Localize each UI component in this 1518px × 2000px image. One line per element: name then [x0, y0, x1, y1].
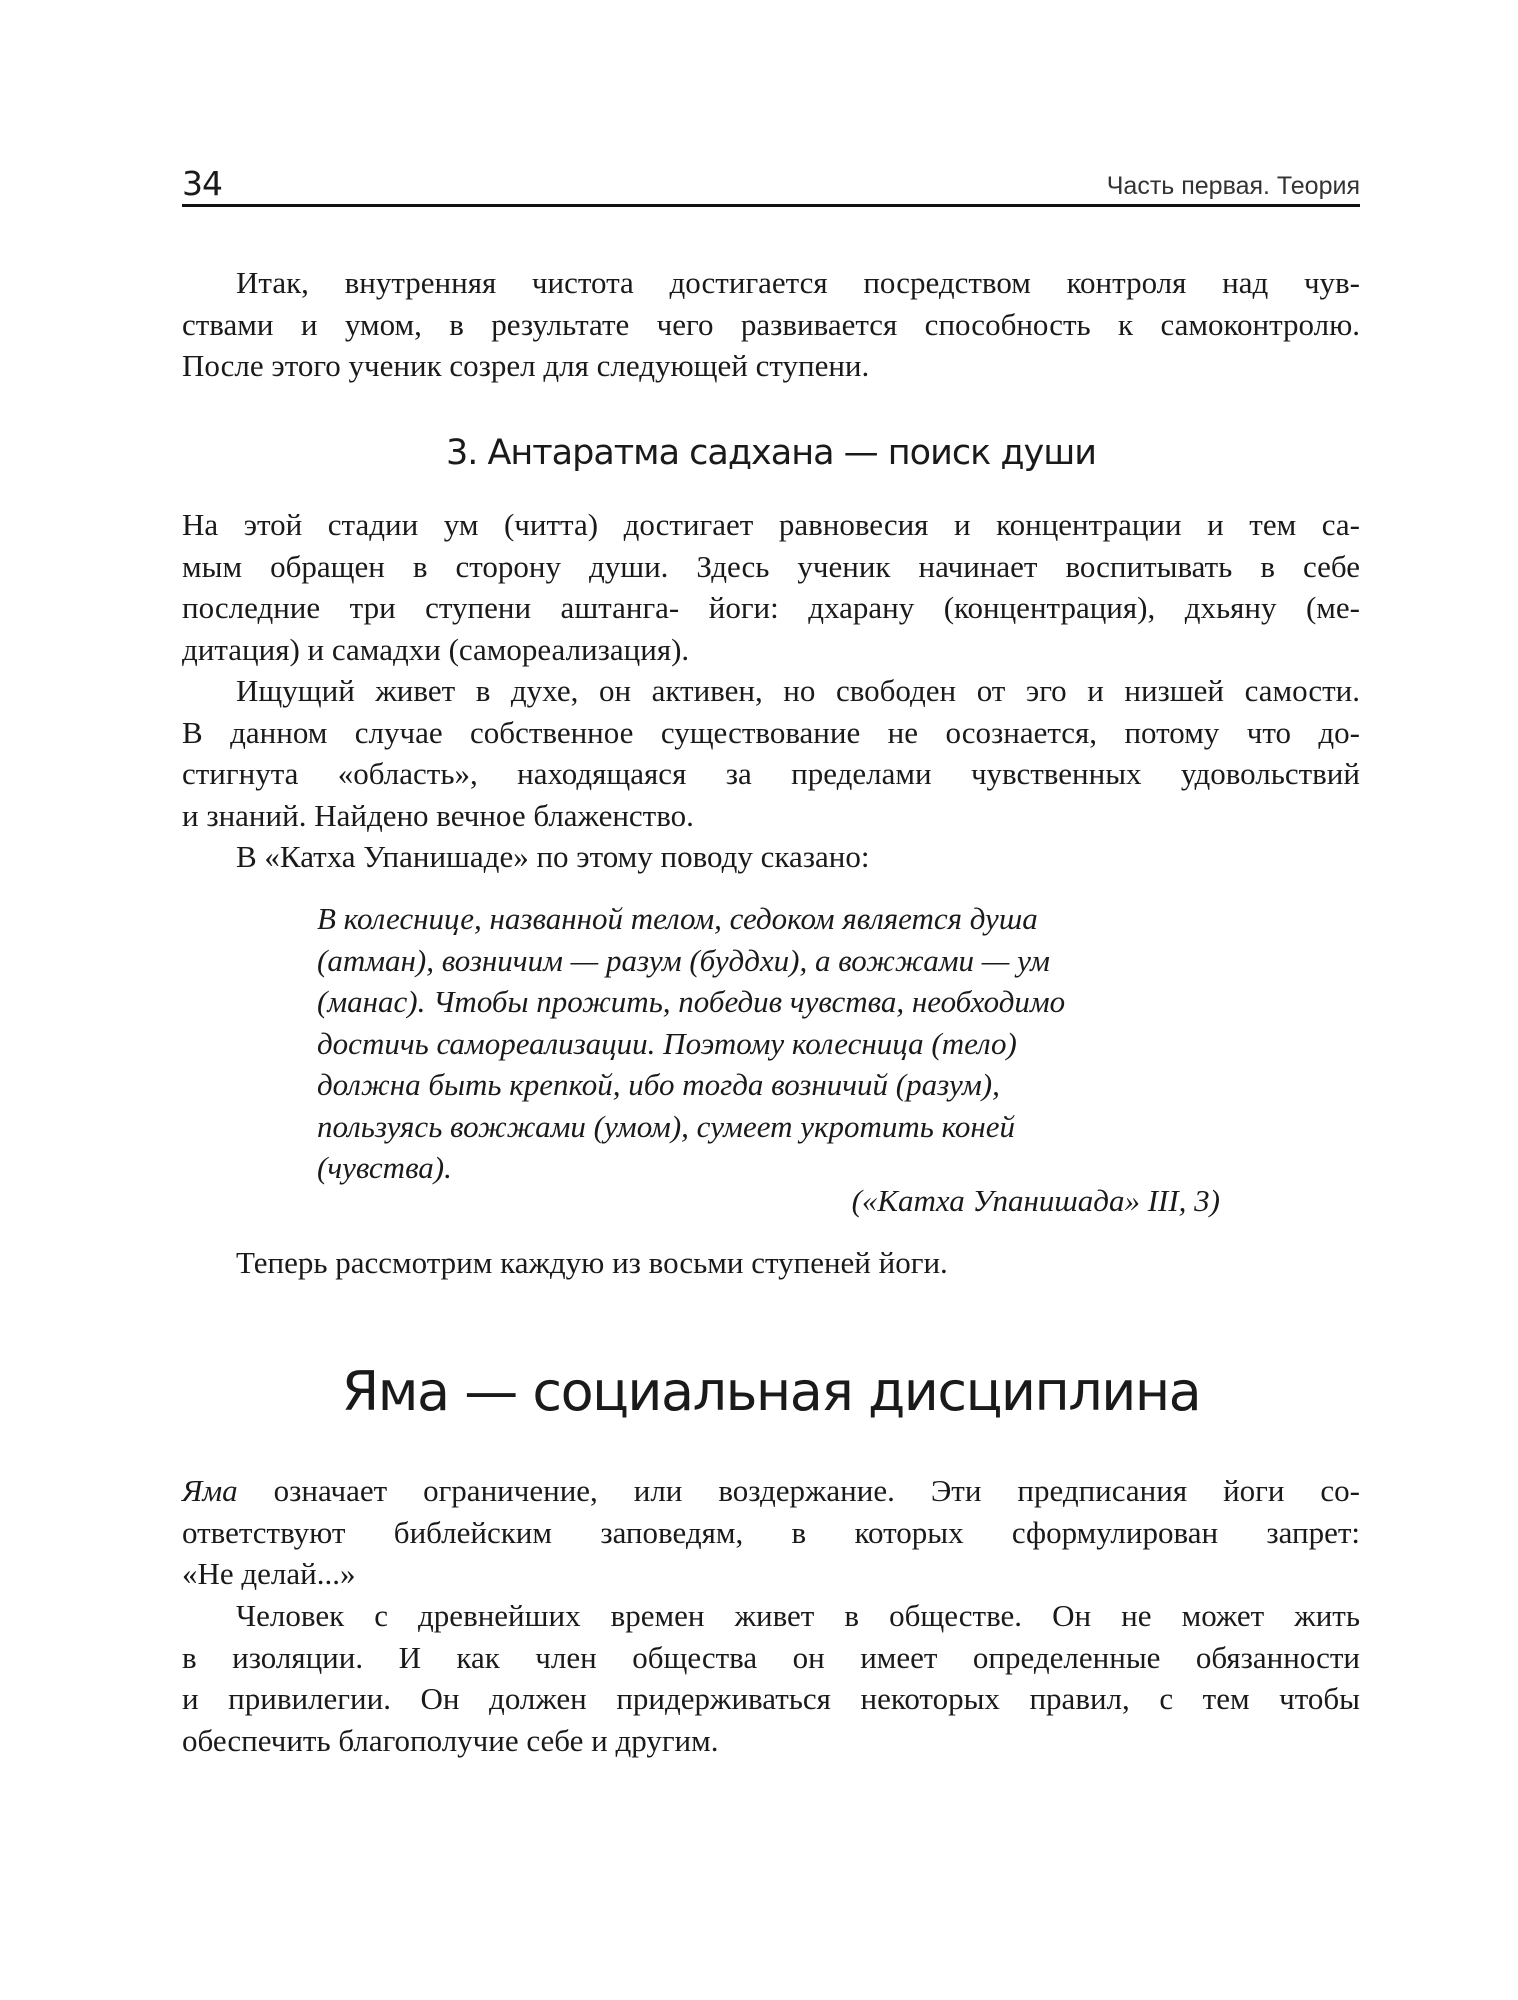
paragraph-society [182, 1595, 1360, 1761]
quote-attribution: («Катха Упанишада» III, 3) [851, 1183, 1220, 1218]
paragraph-eight-steps [182, 1242, 1360, 1284]
block-quote [317, 898, 1237, 1189]
quote-line: (манас). Чтобы прожить, победив чувства, необходимо [317, 984, 1066, 1019]
paragraph-katha-intro [182, 836, 1360, 878]
page-number: 34 [182, 164, 222, 203]
text-line: Ищущий живет в духе, он активен, но свободен от эго и низшей самости. [236, 673, 1360, 708]
text-line: в изоляции. И как член общества он имеет определенные обязанности [182, 1639, 1360, 1675]
text-line: Теперь рассмотрим каждую из восьми ступеней йоги. [236, 1245, 948, 1280]
section-heading: 3. Антаратма садхана — поиск души [445, 433, 1097, 473]
quote-line: должна быть крепкой, ибо тогда возничий (разум), [317, 1067, 1000, 1102]
text-line: последние три ступени аштанга- йоги: дхарану (концентрация), дхьяну (ме- [182, 590, 1360, 625]
text-line: дитация) и самадхи (самореализация). [182, 631, 690, 667]
text-line: и знаний. Найдено вечное блаженство. [182, 797, 694, 833]
text-line: Человек с древнейших времен живет в обществе. Он не может жить [236, 1598, 1360, 1633]
text-line: Итак, внутренняя чистота достигается посредством контроля над чув- [236, 265, 1360, 300]
paragraph-seeker [182, 670, 1360, 836]
text-line: На этой стадии ум (читта) достигает равновесия и концентрации и тем са- [182, 507, 1360, 542]
text-line: В «Катха Упанишаде» по этому поводу сказано: [236, 839, 870, 874]
text-line: В данном случае собственное существование не осознается, потому что до- [182, 714, 1360, 750]
text-line: обеспечить благополучие себе и другим. [182, 1722, 719, 1758]
text-line: ответствуют библейским заповедям, в которых сформулирован запрет: [182, 1514, 1360, 1550]
paragraph-yama-definition [182, 1470, 1360, 1595]
header-rule [182, 204, 1360, 207]
quote-line: (чувства). [317, 1150, 452, 1185]
quote-line: пользуясь вожжами (умом), сумеет укротить коней [317, 1108, 1016, 1144]
running-header [182, 162, 1360, 206]
text-fragment: означает ограничение, или воздержание. Эти предписания йоги со- [237, 1473, 1360, 1508]
quote-line: (атман), возничим — разум (буддхи), а вожжами — ум [317, 942, 1050, 978]
text-line: После этого ученик созрел для следующей ступени. [182, 348, 870, 383]
text-line: мым обращен в сторону души. Здесь ученик начинает воспитывать в себе [182, 548, 1360, 584]
quote-line: достичь самореализации. Поэтому колесница (тело) [317, 1025, 1017, 1061]
running-title: Часть первая. Теория [1106, 172, 1360, 200]
text-line [182, 1470, 1360, 1512]
text-line: стигнута «область», находящаяся за пределами чувственных удовольствий [182, 756, 1360, 791]
paragraph-inner-purity [182, 262, 1360, 387]
term-yama: Яма [182, 1473, 238, 1508]
paragraph-chitta [182, 504, 1360, 670]
chapter-heading: Яма — социальная дисциплина [341, 1360, 1201, 1423]
text-line: «Не делай...» [182, 1556, 356, 1591]
text-line: ствами и умом, в результате чего развивается способность к самоконтролю. [182, 306, 1360, 342]
text-line: и привилегии. Он должен придерживаться некоторых правил, с тем чтобы [182, 1681, 1360, 1716]
quote-line: В колеснице, названной телом, седоком является душа [317, 901, 1038, 936]
